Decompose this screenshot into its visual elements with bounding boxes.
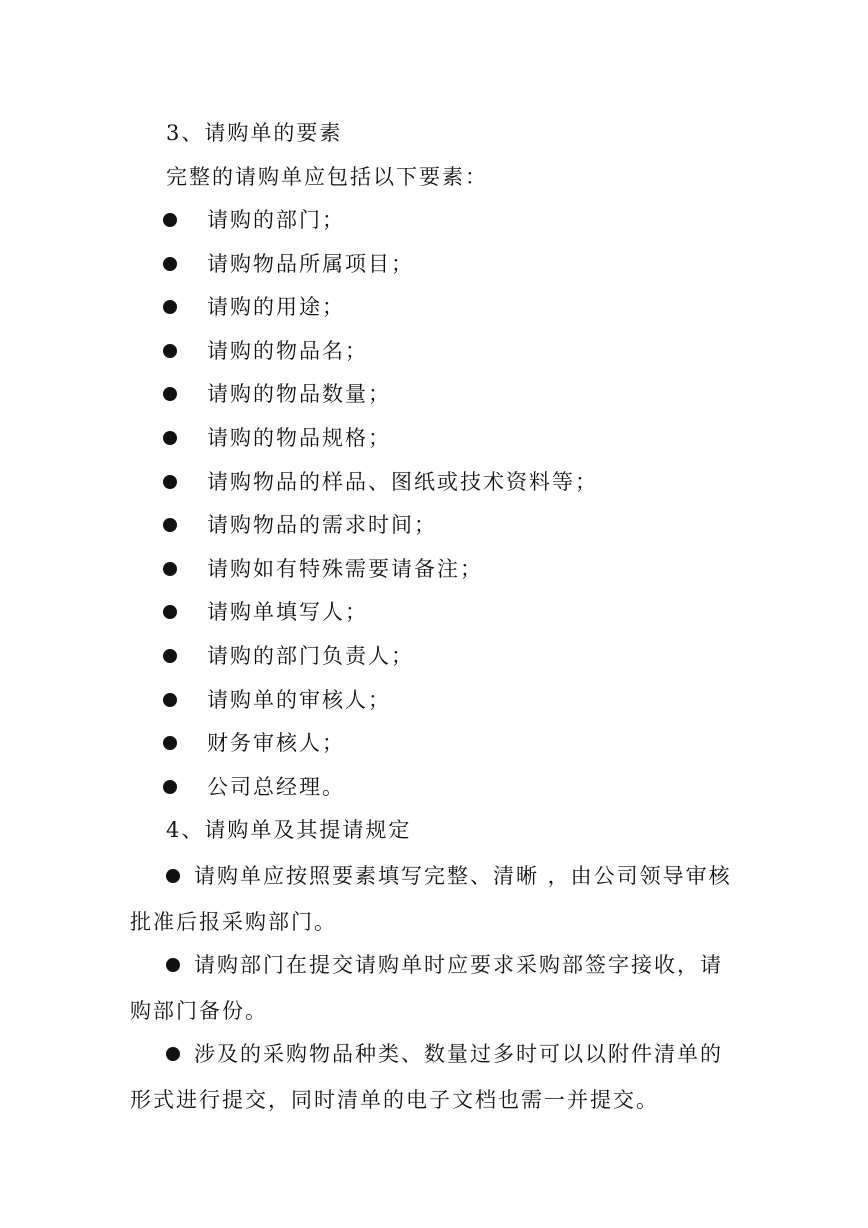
section-4-heading: 4、请购单及其提请规定 bbox=[166, 818, 412, 842]
list-item-text: 请购单的审核人； bbox=[207, 688, 391, 712]
paragraph bbox=[130, 853, 740, 945]
section-3-heading: 3、请购单的要素 bbox=[166, 121, 343, 145]
bullet-icon bbox=[163, 780, 177, 794]
bullet-icon bbox=[163, 344, 177, 358]
bullet-icon bbox=[163, 736, 177, 750]
paragraph bbox=[130, 1031, 740, 1123]
list-item-text: 请购物品的样品、图纸或技术资料等； bbox=[207, 470, 598, 494]
bullet-icon bbox=[163, 475, 177, 489]
bullet-icon bbox=[163, 213, 177, 227]
bullet-icon bbox=[166, 958, 180, 972]
bullet-icon bbox=[163, 649, 177, 663]
bullet-icon bbox=[163, 257, 177, 271]
bullet-icon bbox=[166, 869, 180, 883]
bullet-icon bbox=[163, 693, 177, 707]
list-item-text: 财务审核人； bbox=[207, 731, 345, 755]
bullet-icon bbox=[163, 300, 177, 314]
list-item-text: 请购单填写人； bbox=[207, 600, 368, 624]
bullet-icon bbox=[163, 518, 177, 532]
bullet-icon bbox=[163, 431, 177, 445]
list-item-text: 请购的物品数量； bbox=[207, 382, 391, 406]
bullet-icon bbox=[166, 1047, 180, 1061]
paragraph-text: 涉及的采购物品种类、数量过多时可以以附件清单的形式进行提交，同时清单的电子文档也需一并提交。 bbox=[130, 1042, 723, 1112]
list-item-text: 请购的物品名； bbox=[207, 339, 368, 363]
paragraph-text: 请购单应按照要素填写完整、清晰 ，由公司领导审核批准后报采购部门。 bbox=[130, 864, 732, 934]
section-3-intro: 完整的请购单应包括以下要素： bbox=[166, 165, 488, 189]
list-item-text: 请购的物品规格； bbox=[207, 426, 391, 450]
list-item-text: 公司总经理。 bbox=[207, 775, 345, 799]
list-item-text: 请购如有特殊需要请备注； bbox=[207, 557, 483, 581]
bullet-icon bbox=[163, 562, 177, 576]
paragraph-text: 请购部门在提交请购单时应要求采购部签字接收，请购部门备份。 bbox=[130, 953, 723, 1023]
list-item-text: 请购物品所属项目； bbox=[207, 252, 414, 276]
paragraph bbox=[130, 942, 740, 1034]
list-item-text: 请购的用途； bbox=[207, 295, 345, 319]
bullet-icon bbox=[163, 605, 177, 619]
bullet-icon bbox=[163, 387, 177, 401]
list-item-text: 请购的部门； bbox=[207, 208, 345, 232]
list-item-text: 请购的部门负责人； bbox=[207, 644, 414, 668]
list-item-text: 请购物品的需求时间； bbox=[207, 513, 437, 537]
